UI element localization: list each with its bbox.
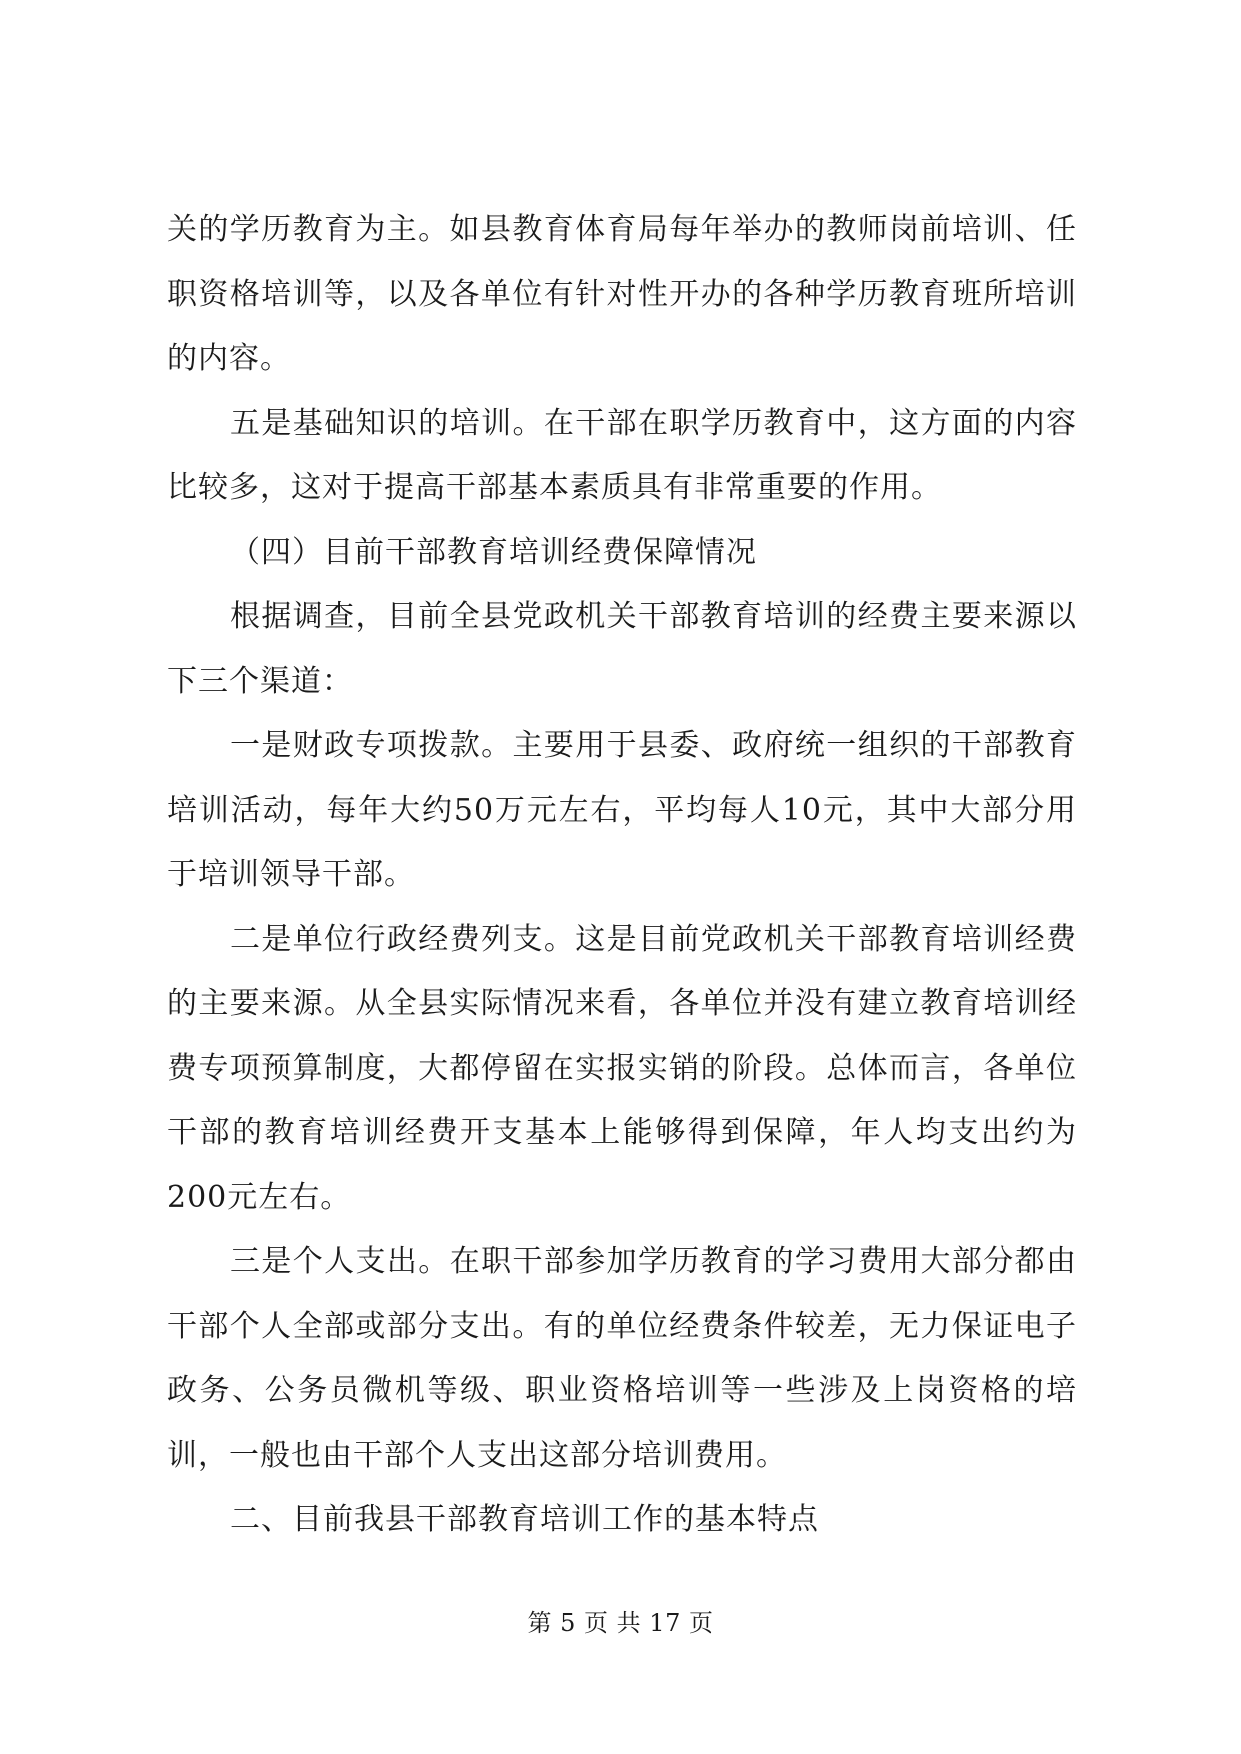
- paragraph-basic-knowledge: 五是基础知识的培训。在干部在职学历教育中，这方面的内容比较多，这对于提高干部基本素质具有非常重要的作用。: [167, 405, 1077, 505]
- paragraph-survey: 根据调查，目前全县党政机关干部教育培训的经费主要来源以下三个渠道：: [167, 599, 1077, 699]
- paragraph-continuation: 关的学历教育为主。如县教育体育局每年举办的教师岗前培训、任职资格培训等，以及各单位有针对性开办的各种学历教育班所培训的内容。: [167, 212, 1077, 376]
- paragraph-fiscal-allocation: 一是财政专项拨款。主要用于县委、政府统一组织的干部教育培训活动，每年大约50万元左右，平均每人10元，其中大部分用于培训领导干部。: [167, 728, 1077, 892]
- section-heading-characteristics: 二、目前我县干部教育培训工作的基本特点: [230, 1502, 819, 1537]
- paragraph-personal-expense: 三是个人支出。在职干部参加学历教育的学习费用大部分都由干部个人全部或部分支出。有的单位经费条件较差，无力保证电子政务、公务员微机等级、职业资格培训等一些涉及上岗资格的培训，一般也由干部个人支出这部分培训费用。: [167, 1244, 1077, 1473]
- section-heading-funding: （四）目前干部教育培训经费保障情况: [230, 534, 757, 570]
- page-footer: 第 5 页 共 17 页: [527, 1609, 714, 1637]
- document-body: [167, 198, 1077, 1553]
- paragraph-admin-expense: 二是单位行政经费列支。这是目前党政机关干部教育培训经费的主要来源。从全县实际情况来看，各单位并没有建立教育培训经费专项预算制度，大都停留在实报实销的阶段。总体而言，各单位干部的教育培训经费开支基本上能够得到保障，年人均支出约为200元左右。: [167, 921, 1077, 1215]
